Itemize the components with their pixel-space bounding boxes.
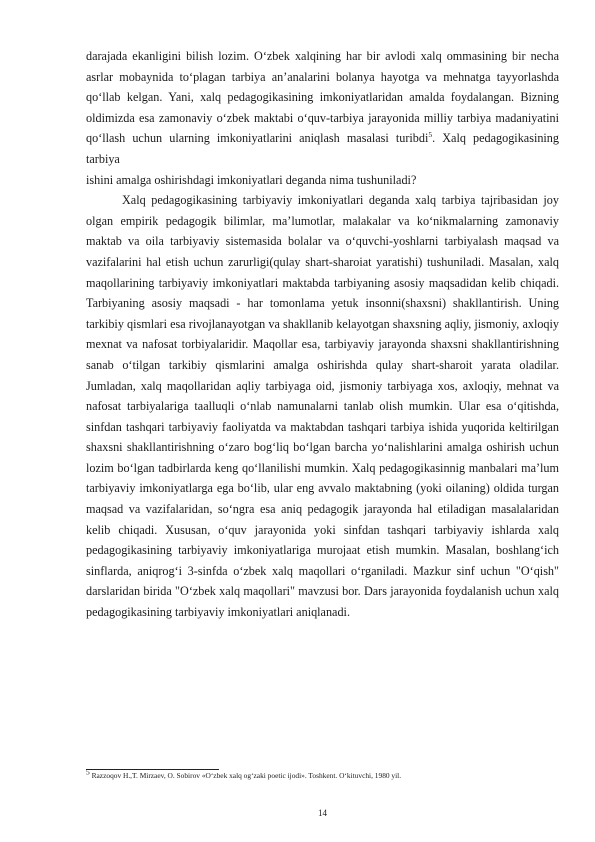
text-line: zarurligi(qulay shart-sharoiat yaratishi) tushuniladi. Masalan, xalq maqollarining xyxy=(86,254,560,290)
text-line: esa aniq pedagogik jarayonda hal etiladigan masalalaridan kelib chiqadi. Xususan, xyxy=(86,502,560,537)
text-line: taalluqli o‘nlab namunalarni tanlab olish mumkin. Ular esa o‘qitishda, sinfdan xyxy=(86,399,560,434)
footnote-number: 5 xyxy=(86,767,90,777)
text-line: o‘quvchi-yoshlarni tarbiyalash maqsad va vazifalarini hal etish uchun xyxy=(86,234,560,269)
text-line: Tarbiyaning asosiy maqsadi - har tomonlama yetuk insonni(shaxsni) shakllantirish. xyxy=(86,296,522,311)
text-line: mehnatga tayyorlashda qo‘llab kelgan. Yani, xalq pedagogikasining xyxy=(86,69,559,105)
text-line: bir necha asrlar mobaynida to‘plagan tarbiya an’analarini bolanya hayotga va xyxy=(86,49,560,84)
text-line: darajada ekanligini bilish lozim. O‘zbek xalqining har bir avlodi xalq ommasining xyxy=(86,49,507,63)
footnote xyxy=(86,767,559,781)
text-line: pedagogikasinnig manbalari ma’lum tarbiyaviy imkoniyatlarga ega bo‘lib, ular eng xyxy=(86,460,560,496)
text-line: tashqari tarbiyaviy faoliyatda va maktabdan tashqari tarbiya ishida yuqorida xyxy=(125,419,505,434)
document-body xyxy=(86,46,559,623)
footnote-text: Razzoqov H.,T. Mirzaev, O. Sobirov «O‘zbek xalq og‘zaki poetic ijodi». Toshkent. O‘kituvchi, 1980 yil. xyxy=(89,771,402,780)
paragraph-1 xyxy=(86,46,559,170)
text-line: avvalo maktabning (yoki oilaning) oldida turgan maqsad va vazifalaridan, so‘ngra xyxy=(86,481,559,517)
text-line: "O‘qish" darslaridan birida "O‘zbek xalq maqollari" mavzusi bor. Dars jarayonida xyxy=(86,563,560,599)
paragraph-2 xyxy=(86,190,559,622)
footnote-divider xyxy=(86,769,219,770)
text-line: maktabi o‘quv-tarbiya jarayonida milliy tarbiya madaniyatini qo‘llash uchun xyxy=(86,110,559,146)
paragraph-1-end xyxy=(86,170,559,191)
text-line: o‘quv jarayonida yoki sinfdan tashqari tarbiyaviy ishlarda xalq pedagogikasining xyxy=(86,522,560,558)
text-line: jarayonda shaxsni shakllantirishning sanab o‘tilgan tarkibiy qismlarini amalga xyxy=(86,337,560,372)
text-line: ularning imkoniyatlarini aniqlash masalasi turibdi xyxy=(169,131,429,146)
text-line: amalga oshirish uchun lozim bo‘lgan tadbirlarda keng qo‘llanilishi mumkin. Xalq xyxy=(86,440,560,475)
text-line: ishini amalga oshirishdagi imkoniyatlari deganda nima tushuniladi? xyxy=(86,172,417,187)
text-line: tarbiyaviy imkoniyatlari maktabda tarbiyaning asosiy maqsadidan kelib chiqadi. xyxy=(158,275,560,290)
text-line: foydalanish uchun xalq pedagogikasining tarbiyaviy imkoniyatlari aniqlanadi. xyxy=(86,584,559,620)
text-line: Xalq pedagogikasining tarbiyaviy imkoniyatlari deganda xalq tarbiya xyxy=(122,193,476,208)
text-line: tarbiyaviy imkoniyatlariga murojaat etish mumkin. Masalan, boshlang‘ich xyxy=(178,543,560,558)
text-line: Uning tarkibiy qismlari esa rivojlanayotgan va shakllanib kelayotgan shaxsning xyxy=(86,296,560,331)
text-line: oshirishda qulay shart-sharoit yarata oladilar. Jumladan, xalq maqollaridan aqliy xyxy=(86,357,559,393)
footnote-reference[interactable]: 5 xyxy=(428,130,433,140)
text-line: tajribasidan joy olgan empirik pedagogik bilimlar, ma’lumotlar, malakalar va xyxy=(86,193,559,228)
text-line: . Xalq pedagogikasining tarbiya xyxy=(86,131,559,166)
text-line: aqliy, jismoniy, axloqiy mexnat va nafosat torbiyalaridir. Maqollar esa, tarbiyaviy xyxy=(86,316,560,352)
text-line: imkoniyatlaridan amalda foydalangan. Bizning oldimizda esa zamonaviy o‘zbek xyxy=(86,90,559,125)
page-number: 14 xyxy=(318,808,327,818)
text-line: sinflarda, aniqrog‘i 3-sinfda o‘zbek xalq maqollari o‘rganiladi. Mazkur sinf uchun xyxy=(86,563,511,578)
text-line: tarbiyaga oid, jismoniy tarbiyaga xos, axloqiy, mehnat va nafosat tarbiyalariga xyxy=(86,378,559,414)
text-line: keltirilgan shaxsni shakllantirishning o‘zaro bog‘liq bo‘lgan barcha yo‘nalishlarini xyxy=(86,419,559,455)
text-line: ko‘nikmalarning zamonaviy maktab va oila tarbiyaviy sistemasida bolalar va xyxy=(86,213,560,249)
